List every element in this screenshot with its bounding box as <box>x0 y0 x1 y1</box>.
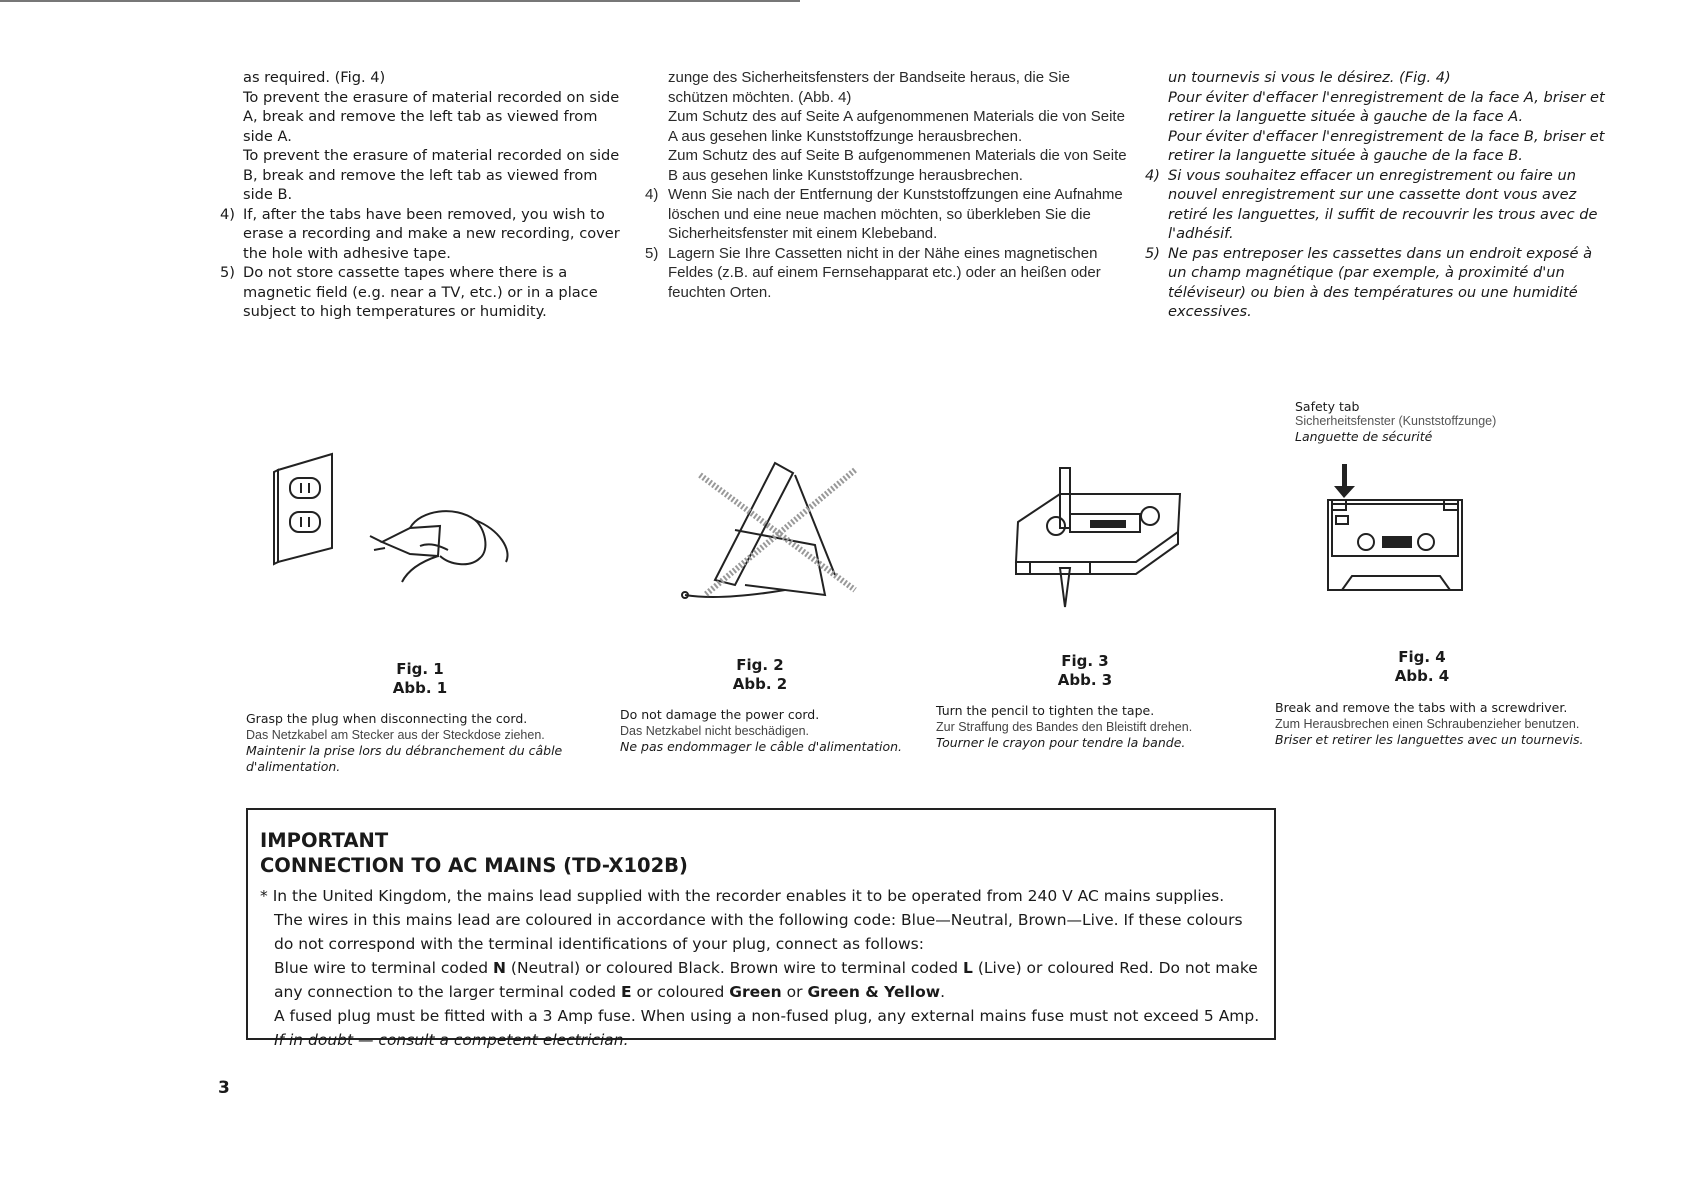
french-side-a: Pour éviter d'effacer l'enregistrement de la face A, briser et retirer la languette située à gauche de la face A. <box>1168 88 1605 125</box>
fig4-label: Fig. 4 Abb. 4 <box>1394 648 1450 685</box>
german-line-fig4: zunge des Sicherheitsfensters der Bandseite heraus, die Sie schützen möchten. (Abb. 4) <box>668 69 1070 106</box>
english-item-5: 5) Do not store cassette tapes where there is a magnetic field (e.g. near a TV, etc.) or in a place subject to high temperatures or humidity. <box>220 264 598 320</box>
fig2-caption: Do not damage the power cord. Das Netzkabel nicht beschädigen. Ne pas endommager le câble d'alimentation. <box>620 707 903 754</box>
fig3-cassette-pencil-illustration <box>1000 462 1190 612</box>
english-line-fig4: as required. (Fig. 4) <box>243 69 386 86</box>
fig1-label: Fig. 1 Abb. 1 <box>392 660 448 697</box>
english-side-b: To prevent the erasure of material recorded on side B, break and remove the left tab as viewed from side B. <box>243 147 620 203</box>
important-subtitle: CONNECTION TO AC MAINS (TD-X102B) <box>260 854 688 877</box>
german-side-b: Zum Schutz des auf Seite B aufgenommenen Materials die von Seite B aus gesehen linke Kunststoffzunge herausbrechen. <box>668 147 1127 184</box>
important-para-1: * In the United Kingdom, the mains lead supplied with the recorder enables it to be operated from 240 V AC mains supplies. <box>260 887 1225 905</box>
german-side-a: Zum Schutz des auf Seite A aufgenommenen Materials die von Seite A aus gesehen linke Kunststoffzunge herausbrechen. <box>668 108 1125 145</box>
french-item-5: 5) Ne pas entreposer les cassettes dans un endroit exposé à un champ magnétique (par exemple, à proximité d'un téléviseur) ou bien à des températures ou une humidité excessives. <box>1145 244 1593 320</box>
page-number: 3 <box>218 1078 230 1098</box>
english-item-4: 4) If, after the tabs have been removed, you wish to erase a recording and make a new recording, cover the hole with adhesive tape. <box>220 205 620 262</box>
french-line-fig4: un tournevis si vous le désirez. (Fig. 4) <box>1168 69 1451 86</box>
fig4-caption: Break and remove the tabs with a screwdriver. Zum Herausbrechen einen Schraubenzieher benutzen. Briser et retirer les languettes avec un tournevis. <box>1275 700 1584 747</box>
german-item-5: 5) Lagern Sie Ihre Cassetten nicht in der Nähe eines magnetischen Feldes (z.B. auf einem Fernsehapparat etc.) oder an heißen oder feuchten Orten. <box>645 244 1101 301</box>
fig2-label: Fig. 2 Abb. 2 <box>732 656 788 693</box>
important-para-5: If in doubt — consult a competent electrician. <box>274 1031 629 1049</box>
safety-tab-note: Safety tab Sicherheitsfenster (Kunststoffzunge) Languette de sécurité <box>1295 399 1497 444</box>
english-side-a: To prevent the erasure of material recorded on side A, break and remove the left tab as viewed from side A. <box>243 88 620 145</box>
fig3-caption: Turn the pencil to tighten the tape. Zur Straffung des Bandes den Bleistift drehen. Tourner le crayon pour tendre la bande. <box>936 703 1193 750</box>
german-item-4: 4) Wenn Sie nach der Entfernung der Kunststoffzungen eine Aufnahme löschen und eine neue machen möchten, so überkleben Sie die Sicherheitsfenster mit einem Klebeband. <box>645 186 1123 242</box>
important-notice-box <box>246 808 1276 1049</box>
french-column <box>1145 68 1608 322</box>
french-item-4: 4) Si vous souhaitez effacer un enregistrement ou faire un nouvel enregistrement sur une cassette dont vous avez retiré les languettes, il suffit de recouvrir les trous avec de l'adhésif. <box>1145 166 1598 242</box>
fig1-caption: Grasp the plug when disconnecting the cord. Das Netzkabel am Stecker aus der Steckdose ziehen. Maintenir la prise lors du débranchement du câble d'alimentation. <box>246 711 563 774</box>
english-column <box>220 68 628 322</box>
fig2-chair-on-cord-illustration <box>675 455 875 605</box>
german-column <box>645 68 1128 302</box>
important-para-2: The wires in this mains lead are coloured in accordance with the following code: Blue—Neutral, Brown—Live. If these colours do not correspond with the terminal identifications of your plug, connect as follows: <box>274 911 1243 953</box>
important-para-4: A fused plug must be fitted with a 3 Amp fuse. When using a non-fused plug, any external mains fuse must not exceed 5 Amp. <box>274 1007 1260 1025</box>
french-side-b: Pour éviter d'effacer l'enregistrement de la face B, briser et retirer la languette située à gauche de la face B. <box>1168 127 1605 164</box>
fig3-label: Fig. 3 Abb. 3 <box>1057 652 1113 689</box>
fig4-cassette-safety-tab-illustration <box>1320 460 1470 600</box>
important-title: IMPORTANT <box>260 829 389 852</box>
scan-edge-line <box>0 0 800 2</box>
fig1-outlet-plug-illustration <box>270 450 520 600</box>
important-para-3: Blue wire to terminal coded N (Neutral) or coloured Black. Brown wire to terminal coded L (Live) or coloured Red. Do not make any connection to the larger terminal coded E or coloured Green or Green & Yellow. <box>274 959 1258 1001</box>
